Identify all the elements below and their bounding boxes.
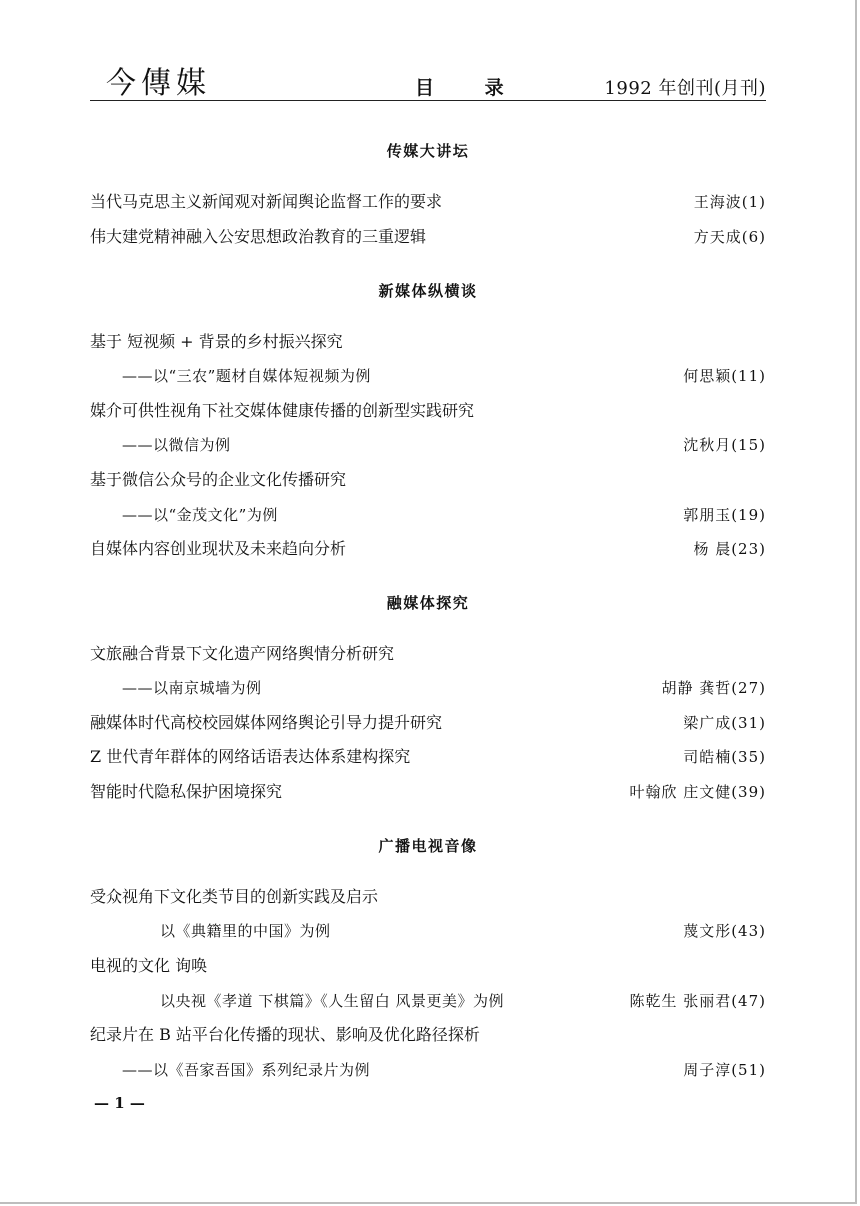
entry-subtitle: ——以“金茂文化”为例 — [122, 506, 278, 524]
page-title: 目 录 — [415, 77, 526, 99]
entry-subtitle: ——以微信为例 — [122, 436, 231, 454]
entry-title: 媒介可供性视角下社交媒体健康传播的创新型实践研究 — [90, 401, 475, 420]
entry-subtitle: ——以南京城墙为例 — [122, 679, 262, 697]
entry-author: 何思颖(11) — [683, 367, 766, 385]
toc-entry[interactable] — [90, 364, 766, 388]
toc-entry[interactable] — [90, 745, 766, 769]
toc-entry[interactable] — [90, 989, 766, 1013]
page-number: — 1 — — [94, 1094, 145, 1112]
entry-author: 叶翰欣 庄文健(39) — [629, 783, 766, 801]
toc-entry[interactable] — [90, 399, 766, 423]
toc-entry[interactable] — [90, 954, 766, 978]
entry-author: 杨 晨(23) — [693, 540, 766, 558]
toc-entry[interactable] — [90, 780, 766, 804]
toc-entry[interactable] — [90, 190, 766, 214]
journal-logo: 今傳媒 — [106, 66, 211, 101]
toc-entry[interactable] — [90, 885, 766, 909]
entry-subtitle: 以央视《孝道 下棋篇》《人生留白 风景更美》为例 — [160, 992, 505, 1010]
entry-author: 司皓楠(35) — [683, 748, 766, 766]
toc-entry[interactable] — [90, 537, 766, 561]
entry-title: 受众视角下文化类节目的创新实践及启示 — [90, 887, 379, 906]
entry-title: 智能时代隐私保护困境探究 — [90, 782, 283, 801]
entry-subtitle: 以《典籍里的中国》为例 — [160, 922, 331, 940]
toc-entry[interactable] — [90, 503, 766, 527]
entry-title: 纪录片在 B 站平台化传播的现状、影响及优化路径探析 — [90, 1025, 480, 1044]
entry-author: 方天成(6) — [693, 228, 766, 246]
entry-author: 胡静 龚哲(27) — [661, 679, 766, 697]
toc-entry[interactable] — [90, 642, 766, 666]
toc-entry[interactable] — [90, 225, 766, 249]
entry-author: 梁广成(31) — [683, 714, 766, 732]
entry-author: 陈乾生 张丽君(47) — [629, 992, 766, 1010]
entry-author: 郭朋玉(19) — [683, 506, 766, 524]
toc-entry[interactable] — [90, 1023, 766, 1047]
entry-title: 电视的文化 询唤 — [90, 956, 208, 975]
entry-title: 当代马克思主义新闻观对新闻舆论监督工作的要求 — [90, 192, 443, 211]
entry-title: 基于微信公众号的企业文化传播研究 — [90, 470, 347, 489]
entry-title: 融媒体时代高校校园媒体网络舆论引导力提升研究 — [90, 713, 443, 732]
section-heading: 广播电视音像 — [378, 837, 478, 855]
entry-author: 沈秋月(15) — [683, 436, 766, 454]
toc-entry[interactable] — [90, 919, 766, 943]
toc-entry[interactable] — [90, 676, 766, 700]
entry-author: 周子淳(51) — [683, 1061, 766, 1079]
entry-title: 基于 短视频 + 背景的乡村振兴探究 — [90, 332, 343, 351]
toc-entry[interactable] — [90, 711, 766, 735]
entry-title: 伟大建党精神融入公安思想政治教育的三重逻辑 — [90, 227, 427, 246]
entry-subtitle: ——以《吾家吾国》系列纪录片为例 — [122, 1061, 371, 1079]
entry-title: Z 世代青年群体的网络话语表达体系建构探究 — [90, 747, 411, 766]
masthead — [90, 60, 766, 101]
toc-entry[interactable] — [90, 330, 766, 354]
entry-title: 文旅融合背景下文化遗产网络舆情分析研究 — [90, 644, 395, 663]
founded-note: 1992 年创刊(月刊) — [604, 78, 766, 99]
toc-entry[interactable] — [90, 1058, 766, 1082]
toc-entry[interactable] — [90, 468, 766, 492]
entry-author: 王海波(1) — [693, 193, 766, 211]
section-heading: 传媒大讲坛 — [386, 142, 470, 160]
section-heading: 新媒体纵横谈 — [378, 282, 478, 300]
entry-title: 自媒体内容创业现状及未来趋向分析 — [90, 539, 347, 558]
entry-subtitle: ——以“三农”题材自媒体短视频为例 — [122, 367, 371, 385]
section-heading: 融媒体探究 — [386, 594, 470, 612]
entry-author: 蔑文彤(43) — [683, 922, 766, 940]
toc-entry[interactable] — [90, 433, 766, 457]
